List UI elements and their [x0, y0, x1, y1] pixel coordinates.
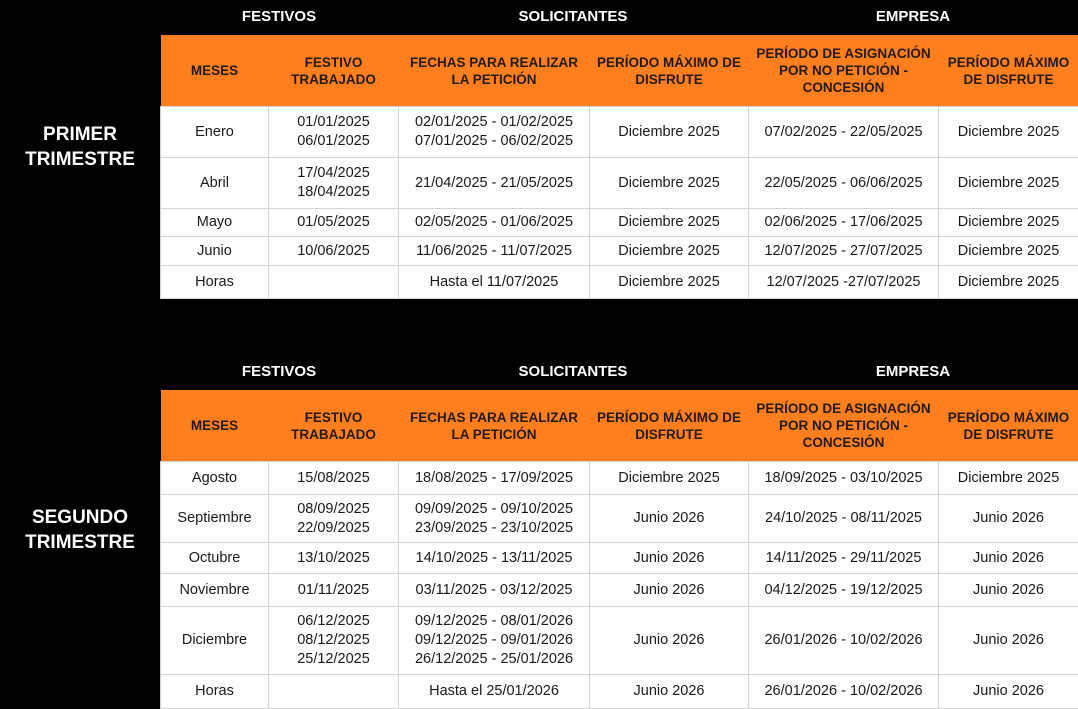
- cell-fechas-peticion-line: Hasta el 25/01/2026: [401, 682, 587, 701]
- group-solicitantes: SOLICITANTES: [398, 8, 748, 25]
- cell-periodo-max-solicitantes: Junio 2026: [590, 543, 749, 574]
- cell-festivo-trabajado: [269, 237, 399, 266]
- cell-fechas-peticion-line: 09/12/2025 - 08/01/2026: [401, 612, 587, 631]
- cell-periodo-max-solicitantes: Junio 2026: [590, 607, 749, 675]
- cell-festivo-trabajado: [269, 158, 399, 209]
- cell-festivo-trabajado-line: 13/10/2025: [271, 549, 396, 568]
- cell-festivo-trabajado-line: 25/12/2025: [271, 650, 396, 669]
- group-header-row: [160, 355, 1078, 389]
- cell-fechas-peticion-line: 07/01/2025 - 06/02/2025: [401, 132, 587, 151]
- table-row: [161, 209, 1078, 237]
- cell-mes: Enero: [161, 107, 269, 158]
- cell-periodo-max-empresa: Junio 2026: [939, 543, 1078, 574]
- cell-fechas-peticion: [399, 158, 590, 209]
- cell-periodo-max-empresa: Junio 2026: [939, 574, 1078, 607]
- cell-fechas-peticion-line: 02/01/2025 - 01/02/2025: [401, 113, 587, 132]
- calendar-table: [160, 35, 1078, 299]
- cell-fechas-peticion-line: 23/09/2025 - 23/10/2025: [401, 519, 587, 538]
- column-header-row: [161, 35, 1078, 107]
- cell-fechas-peticion: [399, 495, 590, 543]
- cell-periodo-asignacion: 07/02/2025 - 22/05/2025: [749, 107, 939, 158]
- cell-mes: Mayo: [161, 209, 269, 237]
- col-header-meses: MESES: [161, 390, 269, 462]
- cell-festivo-trabajado: [269, 543, 399, 574]
- table-row: [161, 237, 1078, 266]
- cell-periodo-asignacion: 14/11/2025 - 29/11/2025: [749, 543, 939, 574]
- cell-fechas-peticion-line: 09/09/2025 - 09/10/2025: [401, 500, 587, 519]
- table-row: [161, 462, 1078, 495]
- cell-fechas-peticion: [399, 607, 590, 675]
- cell-fechas-peticion-line: 21/04/2025 - 21/05/2025: [401, 174, 587, 193]
- cell-fechas-peticion: [399, 543, 590, 574]
- table-row: [161, 495, 1078, 543]
- cell-periodo-asignacion: 26/01/2026 - 10/02/2026: [749, 607, 939, 675]
- cell-periodo-asignacion: 26/01/2026 - 10/02/2026: [749, 675, 939, 709]
- table-row: [161, 574, 1078, 607]
- trimestre-label-line: PRIMER: [0, 122, 160, 147]
- cell-festivo-trabajado-line: 06/12/2025: [271, 612, 396, 631]
- cell-festivo-trabajado: [269, 574, 399, 607]
- cell-fechas-peticion: [399, 574, 590, 607]
- cell-fechas-peticion-line: 26/12/2025 - 25/01/2026: [401, 650, 587, 669]
- cell-periodo-max-solicitantes: Diciembre 2025: [590, 462, 749, 495]
- cell-fechas-peticion-line: 09/12/2025 - 09/01/2026: [401, 631, 587, 650]
- cell-mes: Diciembre: [161, 607, 269, 675]
- table-row: [161, 266, 1078, 299]
- trimestre-label-line: TRIMESTRE: [0, 530, 160, 555]
- cell-festivo-trabajado: [269, 266, 399, 299]
- cell-fechas-peticion: [399, 209, 590, 237]
- table-row: [161, 158, 1078, 209]
- col-header-fechas-peticion: FECHAS PARA REALIZAR LA PETICIÓN: [399, 35, 590, 107]
- group-header-row: [160, 0, 1078, 34]
- cell-fechas-peticion: [399, 266, 590, 299]
- cell-festivo-trabajado-line: 10/06/2025: [271, 242, 396, 261]
- cell-fechas-peticion-line: 14/10/2025 - 13/11/2025: [401, 549, 587, 568]
- cell-mes: Octubre: [161, 543, 269, 574]
- cell-mes: Noviembre: [161, 574, 269, 607]
- cell-periodo-max-solicitantes: Diciembre 2025: [590, 209, 749, 237]
- cell-periodo-max-solicitantes: Junio 2026: [590, 495, 749, 543]
- col-header-periodo-asignacion: PERÍODO DE ASIGNACIÓN POR NO PETICIÓN - CONCESIÓN: [749, 35, 939, 107]
- cell-periodo-max-solicitantes: Diciembre 2025: [590, 266, 749, 299]
- cell-periodo-asignacion: 22/05/2025 - 06/06/2025: [749, 158, 939, 209]
- cell-festivo-trabajado-line: 08/09/2025: [271, 500, 396, 519]
- cell-festivo-trabajado-line: 01/11/2025: [271, 581, 396, 600]
- group-solicitantes: SOLICITANTES: [398, 363, 748, 380]
- table-row: [161, 107, 1078, 158]
- cell-periodo-max-solicitantes: Junio 2026: [590, 574, 749, 607]
- col-header-periodo-asignacion: PERÍODO DE ASIGNACIÓN POR NO PETICIÓN - CONCESIÓN: [749, 390, 939, 462]
- cell-festivo-trabajado: [269, 675, 399, 709]
- cell-fechas-peticion: [399, 462, 590, 495]
- column-header-row: [161, 390, 1078, 462]
- col-header-periodo-max-solicitantes: PERÍODO MÁXIMO DE DISFRUTE: [590, 35, 749, 107]
- cell-festivo-trabajado-line: 22/09/2025: [271, 519, 396, 538]
- trimestre-label-line: SEGUNDO: [0, 505, 160, 530]
- cell-periodo-asignacion: 12/07/2025 -27/07/2025: [749, 266, 939, 299]
- cell-festivo-trabajado: [269, 495, 399, 543]
- group-empresa: EMPRESA: [748, 363, 1078, 380]
- group-empresa: EMPRESA: [748, 8, 1078, 25]
- col-header-festivo-trabajado: FESTIVO TRABAJADO: [269, 35, 399, 107]
- cell-festivo-trabajado-line: 08/12/2025: [271, 631, 396, 650]
- table-row: [161, 543, 1078, 574]
- cell-festivo-trabajado: [269, 209, 399, 237]
- cell-periodo-max-empresa: Junio 2026: [939, 675, 1078, 709]
- cell-fechas-peticion: [399, 107, 590, 158]
- cell-periodo-max-empresa: Junio 2026: [939, 495, 1078, 543]
- cell-mes: Abril: [161, 158, 269, 209]
- col-header-periodo-max-empresa: PERÍODO MÁXIMO DE DISFRUTE: [939, 35, 1078, 107]
- cell-periodo-asignacion: 12/07/2025 - 27/07/2025: [749, 237, 939, 266]
- cell-mes: Septiembre: [161, 495, 269, 543]
- cell-periodo-asignacion: 18/09/2025 - 03/10/2025: [749, 462, 939, 495]
- cell-festivo-trabajado-line: 17/04/2025: [271, 164, 396, 183]
- trimestre-label: [0, 122, 160, 172]
- col-header-periodo-max-solicitantes: PERÍODO MÁXIMO DE DISFRUTE: [590, 390, 749, 462]
- cell-periodo-asignacion: 24/10/2025 - 08/11/2025: [749, 495, 939, 543]
- calendar-table: [160, 390, 1078, 709]
- cell-fechas-peticion: [399, 237, 590, 266]
- col-header-fechas-peticion: FECHAS PARA REALIZAR LA PETICIÓN: [399, 390, 590, 462]
- cell-periodo-max-solicitantes: Diciembre 2025: [590, 158, 749, 209]
- table-row: [161, 607, 1078, 675]
- cell-periodo-asignacion: 02/06/2025 - 17/06/2025: [749, 209, 939, 237]
- col-header-periodo-max-empresa: PERÍODO MÁXIMO DE DISFRUTE: [939, 390, 1078, 462]
- cell-festivo-trabajado: [269, 462, 399, 495]
- cell-festivo-trabajado: [269, 607, 399, 675]
- cell-periodo-max-empresa: Diciembre 2025: [939, 209, 1078, 237]
- cell-festivo-trabajado: [269, 107, 399, 158]
- cell-festivo-trabajado-line: 15/08/2025: [271, 469, 396, 488]
- cell-festivo-trabajado-line: 01/01/2025: [271, 113, 396, 132]
- cell-festivo-trabajado-line: 18/04/2025: [271, 183, 396, 202]
- table-row: [161, 675, 1078, 709]
- cell-festivo-trabajado-line: 06/01/2025: [271, 132, 396, 151]
- cell-periodo-max-empresa: Diciembre 2025: [939, 107, 1078, 158]
- cell-periodo-max-solicitantes: Junio 2026: [590, 675, 749, 709]
- cell-fechas-peticion-line: 18/08/2025 - 17/09/2025: [401, 469, 587, 488]
- cell-fechas-peticion-line: 02/05/2025 - 01/06/2025: [401, 213, 587, 232]
- group-festivos: FESTIVOS: [160, 8, 398, 25]
- cell-periodo-max-empresa: Diciembre 2025: [939, 462, 1078, 495]
- cell-periodo-asignacion: 04/12/2025 - 19/12/2025: [749, 574, 939, 607]
- cell-periodo-max-empresa: Diciembre 2025: [939, 266, 1078, 299]
- cell-mes: Horas: [161, 266, 269, 299]
- cell-periodo-max-empresa: Diciembre 2025: [939, 158, 1078, 209]
- cell-fechas-peticion-line: 03/11/2025 - 03/12/2025: [401, 581, 587, 600]
- cell-mes: Agosto: [161, 462, 269, 495]
- cell-periodo-max-solicitantes: Diciembre 2025: [590, 107, 749, 158]
- cell-mes: Horas: [161, 675, 269, 709]
- cell-periodo-max-empresa: Diciembre 2025: [939, 237, 1078, 266]
- cell-mes: Junio: [161, 237, 269, 266]
- cell-periodo-max-solicitantes: Diciembre 2025: [590, 237, 749, 266]
- cell-festivo-trabajado-line: 01/05/2025: [271, 213, 396, 232]
- cell-fechas-peticion-line: 11/06/2025 - 11/07/2025: [401, 242, 587, 261]
- group-festivos: FESTIVOS: [160, 363, 398, 380]
- cell-fechas-peticion: [399, 675, 590, 709]
- trimestre-label-line: TRIMESTRE: [0, 147, 160, 172]
- col-header-festivo-trabajado: FESTIVO TRABAJADO: [269, 390, 399, 462]
- cell-fechas-peticion-line: Hasta el 11/07/2025: [401, 273, 587, 292]
- cell-periodo-max-empresa: Junio 2026: [939, 607, 1078, 675]
- col-header-meses: MESES: [161, 35, 269, 107]
- trimestre-label: [0, 505, 160, 555]
